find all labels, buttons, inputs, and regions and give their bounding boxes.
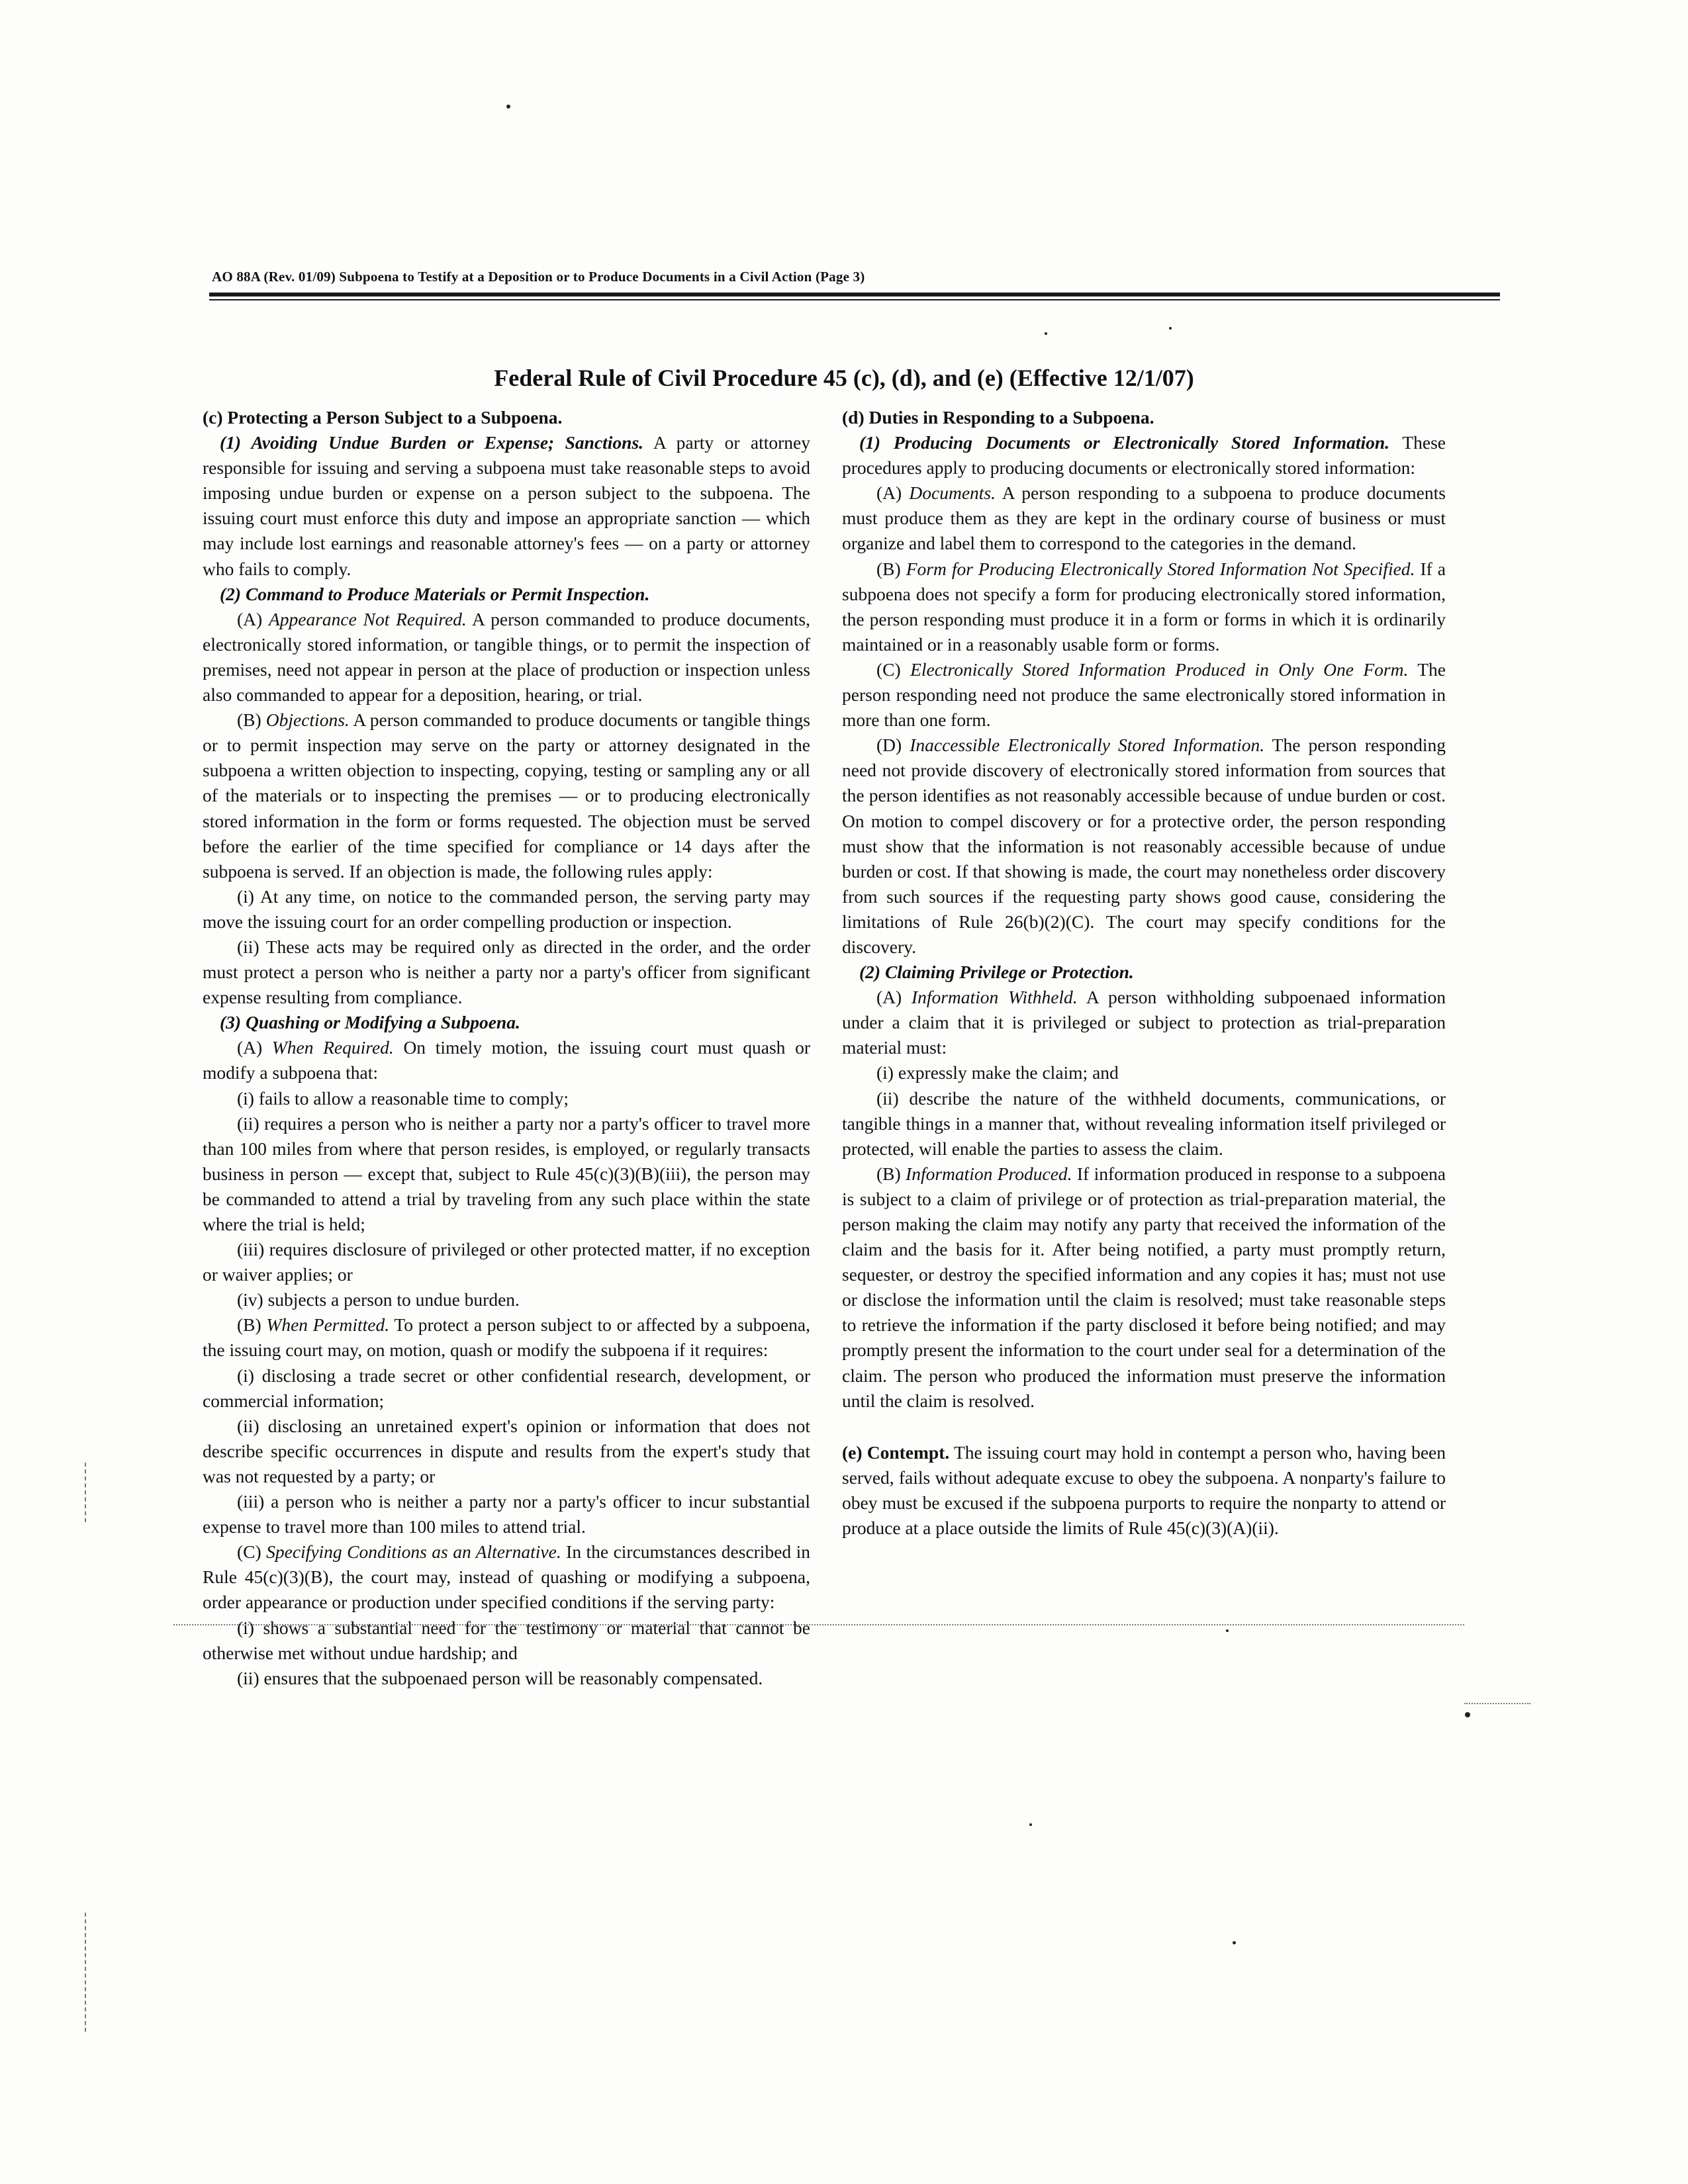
section-c1-heading: (1) Avoiding Undue Burden or Expense; Sanctions. bbox=[220, 432, 644, 453]
section-d1a: (A) Documents. A person responding to a subpoena to produce documents must produce them as they are kept in the ordinary course of business or must organize and label them to correspond to the categories in the demand. bbox=[842, 482, 1446, 554]
scan-artifact-line bbox=[1464, 1703, 1530, 1704]
section-d2a-ii: (ii) describe the nature of the withheld documents, communications, or tangible things in a manner that, without revealing information itself privileged or protected, will enable the parties to assess the claim. bbox=[842, 1087, 1446, 1159]
form-header: AO 88A (Rev. 01/09) Subpoena to Testify at a Deposition or to Produce Documents in a Civil Action (Page 3) bbox=[212, 269, 865, 285]
section-c3-heading: (3) Quashing or Modifying a Subpoena. bbox=[220, 1012, 520, 1033]
section-c3b-iii: (iii) a person who is neither a party nor a party's officer to incur substantial expense to travel more than 100 miles to attend trial. bbox=[203, 1491, 810, 1537]
section-d1-heading: (1) Producing Documents or Electronically Stored Information. bbox=[859, 432, 1390, 453]
section-d-heading: (d) Duties in Responding to a Subpoena. bbox=[842, 407, 1154, 428]
section-d1d: (D) Inaccessible Electronically Stored Information. The person responding need not provide discovery of electronically stored information from sources that the person identifies as not reasonably accessible because of undue burden or cost. On motion to compel discovery or for a protective order, the person responding must show that the information is not reasonably accessible because of undue burden or cost. If that showing is made, the court may nonetheless order discovery from such sources if the requesting party shows good cause, considering the limitations of Rule 26(b)(2)(C). The court may specify conditions for the discovery. bbox=[842, 735, 1446, 957]
section-c3a-iii: (iii) requires disclosure of privileged or other protected matter, if no exception or waiver applies; or bbox=[203, 1239, 810, 1285]
section-d2b: (B) Information Produced. If information produced in response to a subpoena is subject to a claim of privilege or of protection as trial-preparation material, the person making the claim may notify any party that received the information of the claim and the basis for it. After being notified, a party must promptly return, sequester, or destroy the specified information and any copies it has; must not use or disclose the information until the claim is resolved; must take reasonable steps to retrieve the information if the party disclosed it before being notified; and may promptly present the information to the court under seal for a determination of the claim. The person who produced the information must preserve the information until the claim is resolved. bbox=[842, 1163, 1446, 1411]
section-c2b-ii: (ii) These acts may be required only as directed in the order, and the order must protect a person who is neither a party nor a party's officer from significant expense resulting from compliance. bbox=[203, 936, 810, 1008]
section-c3b: (B) When Permitted. To protect a person subject to or affected by a subpoena, the issuing court may, on motion, quash or modify the subpoena if it requires: bbox=[203, 1314, 810, 1361]
section-c2b-i: (i) At any time, on notice to the commanded person, the serving party may move the issuing court for an order compelling production or inspection. bbox=[203, 886, 810, 932]
section-c3a-i: (i) fails to allow a reasonable time to comply; bbox=[237, 1087, 569, 1109]
section-c3c-i: (i) shows a substantial need for the testimony or material that cannot be otherwise met without undue hardship; and bbox=[203, 1617, 810, 1663]
section-c3b-i: (i) disclosing a trade secret or other confidential research, development, or commercial information; bbox=[203, 1365, 810, 1411]
section-c1: (1) Avoiding Undue Burden or Expense; Sanctions. A party or attorney responsible for issuing and serving a subpoena must take reasonable steps to avoid imposing undue burden or expense on a person subject to the subpoena. The issuing court must enforce this duty and impose an appropriate sanction — which may include lost earnings and reasonable attorney's fees — on a party or attorney who fails to comply. bbox=[203, 432, 810, 579]
page-title: Federal Rule of Civil Procedure 45 (c), (d), and (e) (Effective 12/1/07) bbox=[494, 365, 1194, 391]
header-rule-thin bbox=[209, 299, 1500, 300]
scan-speck bbox=[506, 105, 510, 109]
section-d2-heading: (2) Claiming Privilege or Protection. bbox=[859, 962, 1134, 983]
section-c3a: (A) When Required. On timely motion, the issuing court must quash or modify a subpoena that: bbox=[203, 1037, 810, 1083]
section-e: (e) Contempt. The issuing court may hold in contempt a person who, having been served, fails without adequate excuse to obey the subpoena. A nonparty's failure to obey must be excused if the subpoena purports to require the nonparty to attend or produce at a place outside the limits of Rule 45(c)(3)(A)(ii). bbox=[842, 1441, 1446, 1539]
section-d2a-i: (i) expressly make the claim; and bbox=[876, 1062, 1119, 1083]
section-c-heading: (c) Protecting a Person Subject to a Subpoena. bbox=[203, 407, 563, 428]
scan-speck bbox=[1169, 327, 1172, 330]
scan-speck bbox=[1226, 1629, 1229, 1632]
section-d2a: (A) Information Withheld. A person withholding subpoenaed information under a claim that it is privileged or subject to protection as trial-preparation material must: bbox=[842, 987, 1446, 1058]
section-c2a: (A) Appearance Not Required. A person commanded to produce documents, electronically stored information, or tangible things, or to permit the inspection of premises, need not appear in person at the place of production or inspection unless also commanded to appear for a deposition, hearing, or trial. bbox=[203, 608, 810, 705]
section-c3c: (C) Specifying Conditions as an Alternative. In the circumstances described in Rule 45(c)(3)(B), the court may, instead of quashing or modifying a subpoena, order appearance or production under specified conditions if the serving party: bbox=[203, 1541, 810, 1613]
scan-speck bbox=[1465, 1712, 1470, 1717]
left-column bbox=[203, 405, 810, 1691]
section-c3b-ii: (ii) disclosing an unretained expert's opinion or information that does not describe specific occurrences in dispute and results from the expert's study that was not requested by a party; or bbox=[203, 1415, 810, 1486]
header-rule-thick bbox=[209, 293, 1500, 296]
section-c2b: (B) Objections. A person commanded to produce documents or tangible things or to permit inspection may serve on the party or attorney designated in the subpoena a written objection to inspecting, copying, testing or sampling any or all of the materials or to inspecting the premises — or to producing electronically stored information in the form or forms requested. The objection must be served before the earlier of the time specified for compliance or 14 days after the subpoena is served. If an objection is made, the following rules apply: bbox=[203, 709, 810, 882]
right-column bbox=[842, 405, 1446, 1541]
scan-speck bbox=[1233, 1941, 1236, 1944]
scan-artifact-edge bbox=[85, 1463, 86, 1522]
section-d1b: (B) Form for Producing Electronically Stored Information Not Specified. If a subpoena does not specify a form for producing electronically stored information, the person responding must produce it in a form or forms in which it is ordinarily maintained or in a reasonably usable form or forms. bbox=[842, 558, 1446, 655]
section-d1: (1) Producing Documents or Electronically Stored Information. These procedures apply to producing documents or electronically stored information: bbox=[842, 432, 1446, 478]
scan-artifact-edge bbox=[85, 1913, 86, 2032]
scan-speck bbox=[1029, 1823, 1032, 1826]
section-d1c: (C) Electronically Stored Information Produced in Only One Form. The person responding need not produce the same electronically stored information in more than one form. bbox=[842, 659, 1446, 731]
section-c3c-ii: (ii) ensures that the subpoenaed person will be reasonably compensated. bbox=[237, 1667, 763, 1688]
section-c2-heading: (2) Command to Produce Materials or Permit Inspection. bbox=[220, 583, 650, 604]
scan-speck bbox=[1045, 332, 1047, 335]
section-c3a-ii: (ii) requires a person who is neither a party nor a party's officer to travel more than 100 miles from where that person resides, is employed, or regularly transacts business in person — except that, subject to Rule 45(c)(3)(B)(iii), the person may be commanded to attend a trial by traveling from any such place within the state where the trial is held; bbox=[203, 1113, 810, 1234]
section-c3a-iv: (iv) subjects a person to undue burden. bbox=[237, 1289, 520, 1310]
section-e-heading: (e) Contempt. bbox=[842, 1441, 950, 1463]
